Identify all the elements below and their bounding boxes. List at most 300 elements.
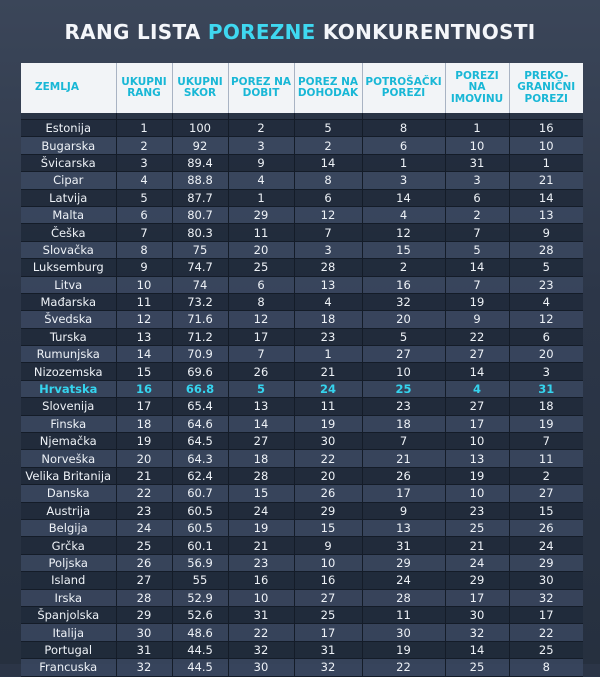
value-cell: 13 (445, 450, 509, 467)
value-cell: 71.6 (172, 311, 228, 328)
country-cell: Norveška (21, 450, 116, 467)
value-cell: 23 (116, 502, 172, 519)
value-cell: 12 (509, 311, 583, 328)
value-cell: 32 (294, 659, 362, 676)
value-cell: 27 (509, 485, 583, 502)
country-cell: Italija (21, 624, 116, 641)
value-cell: 26 (228, 363, 294, 380)
value-cell: 17 (445, 415, 509, 432)
value-cell: 74 (172, 276, 228, 293)
value-cell: 5 (294, 120, 362, 137)
table-row (21, 589, 583, 606)
value-cell: 10 (228, 589, 294, 606)
value-cell: 75 (172, 241, 228, 258)
value-cell: 9 (116, 259, 172, 276)
value-cell: 1 (116, 120, 172, 137)
country-cell: Island (21, 572, 116, 589)
value-cell: 16 (294, 572, 362, 589)
value-cell: 29 (228, 206, 294, 223)
value-cell: 15 (116, 363, 172, 380)
value-cell: 87.7 (172, 189, 228, 206)
value-cell: 21 (294, 363, 362, 380)
country-cell: Finska (21, 415, 116, 432)
table-row (21, 467, 583, 484)
country-cell: Mađarska (21, 293, 116, 310)
value-cell: 60.5 (172, 519, 228, 536)
value-cell: 18 (509, 398, 583, 415)
value-cell: 21 (509, 172, 583, 189)
value-cell: 55 (172, 572, 228, 589)
table-row (21, 224, 583, 241)
value-cell: 7 (362, 433, 445, 450)
value-cell: 25 (509, 641, 583, 658)
value-cell: 60.1 (172, 537, 228, 554)
value-cell: 6 (362, 137, 445, 154)
value-cell: 9 (445, 311, 509, 328)
table-row (21, 363, 583, 380)
title-highlight: POREZNE (207, 20, 316, 44)
value-cell: 17 (228, 328, 294, 345)
value-cell: 32 (509, 589, 583, 606)
value-cell: 5 (228, 380, 294, 397)
table-row (21, 641, 583, 658)
value-cell: 28 (294, 259, 362, 276)
value-cell: 8 (294, 172, 362, 189)
table-row (21, 606, 583, 623)
value-cell: 56.9 (172, 554, 228, 571)
value-cell: 19 (228, 519, 294, 536)
value-cell: 1 (228, 189, 294, 206)
table-row (21, 415, 583, 432)
value-cell: 22 (228, 624, 294, 641)
value-cell: 7 (445, 224, 509, 241)
country-cell: Francuska (21, 659, 116, 676)
value-cell: 19 (294, 415, 362, 432)
value-cell: 27 (116, 572, 172, 589)
value-cell: 19 (445, 467, 509, 484)
country-cell: Poljska (21, 554, 116, 571)
value-cell: 30 (228, 659, 294, 676)
value-cell: 14 (445, 259, 509, 276)
value-cell: 26 (294, 485, 362, 502)
value-cell: 20 (116, 450, 172, 467)
value-cell: 30 (445, 606, 509, 623)
value-cell: 17 (294, 624, 362, 641)
value-cell: 18 (362, 415, 445, 432)
country-cell: Bugarska (21, 137, 116, 154)
value-cell: 44.5 (172, 641, 228, 658)
value-cell: 15 (509, 502, 583, 519)
value-cell: 9 (362, 502, 445, 519)
page-title (0, 20, 600, 44)
column-header-6: POREZI NA IMOVINU (445, 63, 509, 113)
value-cell: 13 (116, 328, 172, 345)
value-cell: 1 (294, 346, 362, 363)
value-cell: 10 (362, 363, 445, 380)
value-cell: 3 (509, 363, 583, 380)
value-cell: 20 (362, 311, 445, 328)
value-cell: 29 (509, 554, 583, 571)
table-row (21, 485, 583, 502)
value-cell: 6 (445, 189, 509, 206)
value-cell: 14 (509, 189, 583, 206)
table-header (21, 63, 583, 113)
table-row (21, 398, 583, 415)
country-cell: Cipar (21, 172, 116, 189)
value-cell: 20 (228, 241, 294, 258)
value-cell: 5 (509, 259, 583, 276)
value-cell: 10 (445, 485, 509, 502)
value-cell: 19 (362, 641, 445, 658)
value-cell: 66.8 (172, 380, 228, 397)
table-row (21, 537, 583, 554)
value-cell: 60.7 (172, 485, 228, 502)
value-cell: 13 (509, 206, 583, 223)
value-cell: 5 (362, 328, 445, 345)
value-cell: 14 (445, 363, 509, 380)
value-cell: 65.4 (172, 398, 228, 415)
value-cell: 7 (294, 224, 362, 241)
value-cell: 26 (509, 519, 583, 536)
value-cell: 2 (294, 137, 362, 154)
value-cell: 21 (228, 537, 294, 554)
value-cell: 14 (228, 415, 294, 432)
country-cell: Češka (21, 224, 116, 241)
country-cell: Luksemburg (21, 259, 116, 276)
table-row (21, 293, 583, 310)
value-cell: 2 (509, 467, 583, 484)
value-cell: 80.7 (172, 206, 228, 223)
table-row (21, 259, 583, 276)
value-cell: 44.5 (172, 659, 228, 676)
value-cell: 4 (509, 293, 583, 310)
value-cell: 1 (445, 120, 509, 137)
value-cell: 18 (116, 415, 172, 432)
value-cell: 22 (116, 485, 172, 502)
value-cell: 64.5 (172, 433, 228, 450)
country-cell: Švicarska (21, 154, 116, 171)
value-cell: 8 (228, 293, 294, 310)
table-row (21, 276, 583, 293)
value-cell: 31 (445, 154, 509, 171)
value-cell: 3 (228, 137, 294, 154)
table-row (21, 154, 583, 171)
value-cell: 27 (445, 346, 509, 363)
value-cell: 64.6 (172, 415, 228, 432)
value-cell: 22 (362, 659, 445, 676)
value-cell: 23 (294, 328, 362, 345)
value-cell: 25 (362, 380, 445, 397)
column-header-1: UKUPNI RANG (116, 63, 172, 113)
value-cell: 4 (362, 206, 445, 223)
value-cell: 10 (509, 137, 583, 154)
value-cell: 18 (294, 311, 362, 328)
value-cell: 16 (362, 276, 445, 293)
value-cell: 88.8 (172, 172, 228, 189)
country-cell: Austrija (21, 502, 116, 519)
table-row (21, 137, 583, 154)
country-cell: Irska (21, 589, 116, 606)
value-cell: 14 (362, 189, 445, 206)
value-cell: 24 (294, 380, 362, 397)
value-cell: 23 (362, 398, 445, 415)
value-cell: 64.3 (172, 450, 228, 467)
value-cell: 14 (445, 641, 509, 658)
value-cell: 25 (445, 519, 509, 536)
value-cell: 8 (509, 659, 583, 676)
value-cell: 6 (228, 276, 294, 293)
title-part-1: RANG LISTA (64, 20, 208, 44)
table-row (21, 380, 583, 397)
value-cell: 26 (362, 467, 445, 484)
country-cell: Estonija (21, 120, 116, 137)
value-cell: 4 (294, 293, 362, 310)
table-row (21, 450, 583, 467)
column-header-5: POTROŠAČKI POREZI (362, 63, 445, 113)
table-row (21, 502, 583, 519)
value-cell: 11 (362, 606, 445, 623)
value-cell: 89.4 (172, 154, 228, 171)
value-cell: 48.6 (172, 624, 228, 641)
table-row (21, 519, 583, 536)
value-cell: 21 (445, 537, 509, 554)
country-cell: Turska (21, 328, 116, 345)
value-cell: 19 (116, 433, 172, 450)
value-cell: 29 (294, 502, 362, 519)
value-cell: 30 (294, 433, 362, 450)
value-cell: 15 (362, 241, 445, 258)
value-cell: 27 (445, 398, 509, 415)
value-cell: 17 (509, 606, 583, 623)
value-cell: 13 (362, 519, 445, 536)
value-cell: 12 (362, 224, 445, 241)
value-cell: 28 (509, 241, 583, 258)
value-cell: 10 (445, 433, 509, 450)
value-cell: 15 (294, 519, 362, 536)
value-cell: 9 (509, 224, 583, 241)
value-cell: 8 (116, 241, 172, 258)
value-cell: 2 (362, 259, 445, 276)
value-cell: 11 (294, 398, 362, 415)
value-cell: 29 (116, 606, 172, 623)
country-cell: Slovačka (21, 241, 116, 258)
country-cell: Hrvatska (21, 380, 116, 397)
value-cell: 4 (228, 172, 294, 189)
country-cell: Latvija (21, 189, 116, 206)
value-cell: 31 (362, 537, 445, 554)
value-cell: 32 (445, 624, 509, 641)
value-cell: 15 (228, 485, 294, 502)
value-cell: 30 (362, 624, 445, 641)
value-cell: 1 (362, 154, 445, 171)
value-cell: 73.2 (172, 293, 228, 310)
value-cell: 10 (294, 554, 362, 571)
table-row (21, 328, 583, 345)
value-cell: 26 (116, 554, 172, 571)
country-cell: Slovenija (21, 398, 116, 415)
value-cell: 23 (509, 276, 583, 293)
country-cell: Portugal (21, 641, 116, 658)
value-cell: 25 (228, 259, 294, 276)
value-cell: 3 (294, 241, 362, 258)
value-cell: 69.6 (172, 363, 228, 380)
value-cell: 7 (509, 433, 583, 450)
value-cell: 30 (509, 572, 583, 589)
value-cell: 27 (294, 589, 362, 606)
value-cell: 13 (294, 276, 362, 293)
country-cell: Velika Britanija (21, 467, 116, 484)
country-cell: Belgija (21, 519, 116, 536)
value-cell: 52.9 (172, 589, 228, 606)
value-cell: 24 (116, 519, 172, 536)
column-header-3: POREZ NA DOBIT (228, 63, 294, 113)
value-cell: 92 (172, 137, 228, 154)
value-cell: 80.3 (172, 224, 228, 241)
value-cell: 100 (172, 120, 228, 137)
value-cell: 12 (228, 311, 294, 328)
value-cell: 60.5 (172, 502, 228, 519)
country-cell: Danska (21, 485, 116, 502)
value-cell: 7 (228, 346, 294, 363)
ranking-table (21, 63, 583, 677)
value-cell: 16 (509, 120, 583, 137)
value-cell: 62.4 (172, 467, 228, 484)
column-header-7: PREKO-GRANIČNI POREZI (509, 63, 583, 113)
table-row (21, 572, 583, 589)
value-cell: 71.2 (172, 328, 228, 345)
value-cell: 27 (362, 346, 445, 363)
value-cell: 2 (228, 120, 294, 137)
value-cell: 7 (445, 276, 509, 293)
value-cell: 18 (228, 450, 294, 467)
value-cell: 25 (445, 659, 509, 676)
table-row (21, 659, 583, 676)
value-cell: 22 (445, 328, 509, 345)
value-cell: 24 (509, 537, 583, 554)
value-cell: 31 (116, 641, 172, 658)
table-row (21, 311, 583, 328)
value-cell: 24 (445, 554, 509, 571)
value-cell: 5 (116, 189, 172, 206)
value-cell: 20 (509, 346, 583, 363)
table-row (21, 241, 583, 258)
country-cell: Njemačka (21, 433, 116, 450)
value-cell: 7 (116, 224, 172, 241)
value-cell: 28 (228, 467, 294, 484)
value-cell: 4 (445, 380, 509, 397)
value-cell: 31 (228, 606, 294, 623)
table-row (21, 624, 583, 641)
value-cell: 21 (116, 467, 172, 484)
value-cell: 10 (445, 137, 509, 154)
value-cell: 30 (116, 624, 172, 641)
value-cell: 1 (509, 154, 583, 171)
value-cell: 29 (445, 572, 509, 589)
value-cell: 19 (445, 293, 509, 310)
value-cell: 25 (294, 606, 362, 623)
table-row (21, 189, 583, 206)
value-cell: 19 (509, 415, 583, 432)
value-cell: 11 (509, 450, 583, 467)
value-cell: 6 (509, 328, 583, 345)
value-cell: 9 (228, 154, 294, 171)
column-header-0: ZEMLJA (21, 63, 116, 113)
value-cell: 13 (228, 398, 294, 415)
value-cell: 31 (509, 380, 583, 397)
value-cell: 16 (228, 572, 294, 589)
value-cell: 74.7 (172, 259, 228, 276)
value-cell: 32 (116, 659, 172, 676)
value-cell: 28 (362, 589, 445, 606)
value-cell: 32 (228, 641, 294, 658)
country-cell: Nizozemska (21, 363, 116, 380)
value-cell: 3 (445, 172, 509, 189)
table-row (21, 172, 583, 189)
value-cell: 22 (294, 450, 362, 467)
table-row (21, 120, 583, 137)
value-cell: 17 (445, 589, 509, 606)
value-cell: 31 (294, 641, 362, 658)
value-cell: 20 (294, 467, 362, 484)
country-cell: Švedska (21, 311, 116, 328)
column-header-2: UKUPNI SKOR (172, 63, 228, 113)
value-cell: 12 (116, 311, 172, 328)
value-cell: 14 (116, 346, 172, 363)
value-cell: 23 (228, 554, 294, 571)
value-cell: 24 (362, 572, 445, 589)
table-row (21, 346, 583, 363)
value-cell: 27 (228, 433, 294, 450)
column-header-4: POREZ NA DOHODAK (294, 63, 362, 113)
value-cell: 3 (116, 154, 172, 171)
country-cell: Litva (21, 276, 116, 293)
value-cell: 14 (294, 154, 362, 171)
value-cell: 12 (294, 206, 362, 223)
value-cell: 2 (445, 206, 509, 223)
value-cell: 52.6 (172, 606, 228, 623)
value-cell: 6 (294, 189, 362, 206)
value-cell: 21 (362, 450, 445, 467)
country-cell: Grčka (21, 537, 116, 554)
value-cell: 11 (116, 293, 172, 310)
value-cell: 25 (116, 537, 172, 554)
value-cell: 10 (116, 276, 172, 293)
value-cell: 28 (116, 589, 172, 606)
value-cell: 24 (228, 502, 294, 519)
value-cell: 70.9 (172, 346, 228, 363)
value-cell: 2 (116, 137, 172, 154)
country-cell: Španjolska (21, 606, 116, 623)
country-cell: Rumunjska (21, 346, 116, 363)
value-cell: 17 (362, 485, 445, 502)
title-part-3: KONKURENTNOSTI (315, 20, 536, 44)
value-cell: 16 (116, 380, 172, 397)
country-cell: Malta (21, 206, 116, 223)
value-cell: 3 (362, 172, 445, 189)
value-cell: 29 (362, 554, 445, 571)
value-cell: 32 (362, 293, 445, 310)
value-cell: 6 (116, 206, 172, 223)
value-cell: 23 (445, 502, 509, 519)
table-row (21, 554, 583, 571)
value-cell: 5 (445, 241, 509, 258)
value-cell: 4 (116, 172, 172, 189)
value-cell: 11 (228, 224, 294, 241)
value-cell: 9 (294, 537, 362, 554)
value-cell: 22 (509, 624, 583, 641)
value-cell: 8 (362, 120, 445, 137)
table-row (21, 206, 583, 223)
